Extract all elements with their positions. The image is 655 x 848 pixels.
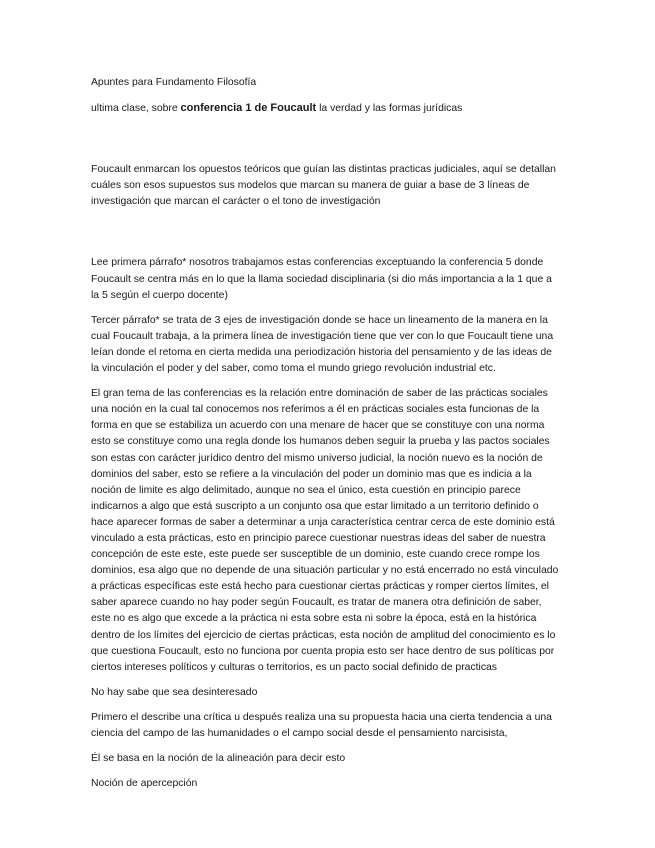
paragraph-apercepcion: Noción de apercepción	[91, 778, 198, 790]
paragraph-alineacion: Él se basa en la noción de la alineación para decir esto	[91, 753, 346, 765]
paragraph-primer-parrafo: Lee primera párrafo* nosotros trabajamos estas conferencias exceptuando la conferencia 5 donde Foucault se centra más en lo que la llama sociedad disciplinaria (si dio más importancia a la 1 que a la 5 según el cuerpo docente)	[91, 257, 552, 301]
document-title: Apuntes para Fundamento Filosofía	[91, 77, 257, 88]
subtitle-suffix: la verdad y las formas jurídicas	[316, 103, 463, 115]
subtitle-bold: conferencia 1 de Foucault	[180, 102, 317, 115]
paragraph-critica: Primero el describe una crítica u después realiza una su propuesta hacia una cierta tendencia a una ciencia del campo de las humanidades o el campo social desde el pensamiento narcisista,	[91, 711, 552, 739]
paragraph-intro: Foucault enmarcan los opuestos teóricos que guían las distintas practicas judiciales, aquí se detallan cuáles son esos supuestos sus modelos que marcan su manera de guiar a base de 3 líneas de investigación que marcan el carácter o el tono de investigación	[91, 164, 556, 208]
document-subtitle	[91, 100, 561, 117]
paragraph-gran-tema: El gran tema de las conferencias es la relación entre dominación de saber de las prácticas sociales una noción en la cual tal conocemos nos referimos a él en prácticas sociales esta funcionas de la forma en que se estabiliza un acuerdo con una menare de hacer que se constituye con una norma esto se constituye como una regla donde los humanos deben seguir la prueba y las pactos sociales son estas con carácter jurídico dentro del mismo universo judicial, la noción nuevo es la noción de dominios del saber, esto se refiere a la vinculación del poder un dominio mas que es indicia a la noción de limite es algo delimitado, aunque no sea el único, esta cuestión en principio parece indicarnos a algo que está suscripto a un conjunto osa que estar limitado a un territorio definido o hace aparecer formas de saber a determinar a unja característica centrar cerca de este dominio está vinculado a esta prácticas, esto en principio parece cuestionar nuestras ideas del saber de nuestra concepción de este este, este puede ser susceptible de un dominio, este cuando crece rompe los dominios, esa algo que no depende de una situación particular y no está encerrado no está vinculado a prácticas específicas este está hecho para cuestionar ciertas prácticas y romper ciertos límites, el saber aparece cuando no hay poder según Foucault, es tratar de manera otra definición de saber, este no es algo que excede a la práctica ni esta sobre esta ni sobre la época, está en la histórica dentro de los límites del ejercicio de ciertas prácticas, esta noción de amplitud del conocimiento es lo que cuestiona Foucault, esto no funciona por cuenta propia esto ser hace dentro de sus políticas por ciertos intereses políticos y culturas o territorios, es un pacto social definido de practicas	[91, 388, 559, 673]
paragraph-tercer-parrafo: Tercer párrafo* se trata de 3 ejes de investigación donde se hace un lineamento de la manera en la cual Foucault trabaja, a la primera línea de investigación tiene que ver con lo que Foucault tiene una leían donde el retoma en cierta medida una periodización historia del pensamiento y de las ideas de la vinculación el poder y del saber, como toma el mundo griego revolución industrial etc.	[91, 314, 554, 375]
paragraph-no-hay-saber: No hay sabe que sea desinteresado	[91, 686, 258, 698]
subtitle-prefix: ultima clase, sobre	[91, 103, 181, 115]
document-body	[91, 75, 561, 801]
